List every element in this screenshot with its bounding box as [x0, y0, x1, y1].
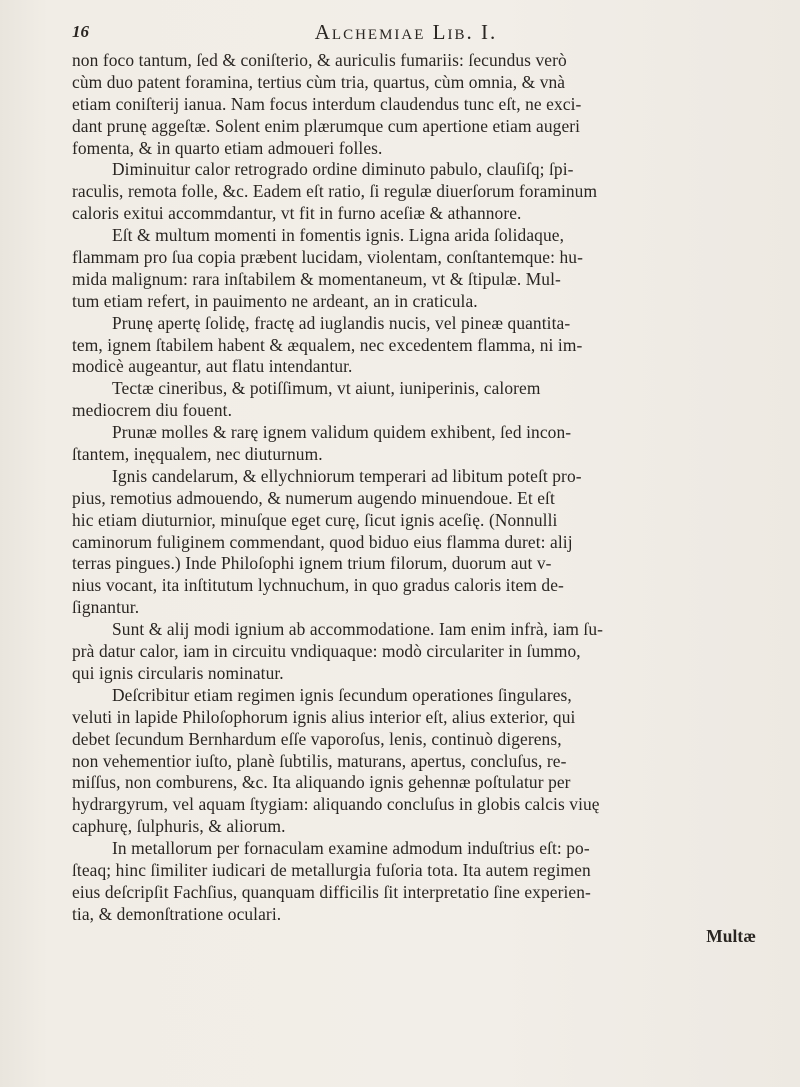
page-number: 16	[72, 22, 89, 41]
text-line: non foco tantum, ſed & coniſterio, & auriculis fumariis: ſecundus verò	[72, 50, 567, 70]
text-line: caloris exitui accommdantur, vt fit in furno aceſiæ & athannore.	[72, 203, 522, 224]
text-line: Sunt & alij modi ignium ab accommodatione. Iam enim infrà, iam ſu-	[112, 619, 604, 640]
text-line: tum etiam refert, in pauimento ne ardeant, an in craticula.	[72, 290, 478, 311]
text-line: Eſt & multum momenti in fomentis ignis. Ligna arida ſolidaque,	[112, 225, 565, 246]
text-line: pius, remotius admouendo, & numerum augendo minuendoue. Et eſt	[72, 487, 555, 508]
text-line: flammam pro ſua copia præbent lucidam, violentam, conſtantemque: hu-	[72, 247, 583, 268]
text-line: Diminuitur calor retrogrado ordine diminuto pabulo, clauſiſq; ſpi-	[112, 159, 574, 180]
text-line: raculis, remota folle, &c. Eadem eſt ratio, ſi regulæ diuerſorum foraminum	[72, 181, 598, 202]
text-line: ſtantem, inęqualem, nec diuturnum.	[72, 444, 323, 465]
page-header	[72, 20, 740, 50]
text-line: Deſcribitur etiam regimen ignis ſecundum operationes ſingulares,	[112, 684, 572, 705]
text-line: veluti in lapide Philoſophorum ignis alius interior eſt, alius exterior, qui	[72, 706, 576, 727]
text-line: dant prunę aggeſtæ. Solent enim plærumque cum apertione etiam augeri	[72, 115, 581, 136]
text-line: Prunę apertę ſolidę, fractę ad iuglandis nucis, vel pineæ quantita-	[112, 312, 571, 333]
text-line: ſignantur.	[72, 597, 140, 618]
text-line: Ignis candelarum, & ellychniorum temperari ad libitum poteſt pro-	[112, 465, 582, 486]
text-line: modicè augeantur, aut flatu intendantur.	[72, 356, 353, 377]
text-line: caphurę, ſulphuris, & aliorum.	[72, 816, 286, 837]
text-line: tem, ignem ſtabilem habent & æqualem, nec excedentem flamma, ni im-	[72, 334, 583, 355]
text-line: ſteaq; hinc ſimiliter iudicari de metallurgia fuſoria tota. Ita autem regimen	[72, 859, 591, 880]
running-title: Alchemiae Lib. I.	[314, 20, 498, 44]
text-line: fomenta, & in quarto etiam admoueri folles.	[72, 137, 383, 158]
text-line: etiam coniſterij ianua. Nam focus interdum claudendus tunc eſt, ne exci-	[72, 93, 582, 114]
text-line: qui ignis circularis nominatur.	[72, 662, 284, 683]
body-text	[72, 50, 762, 948]
text-line: Tectæ cineribus, & potiſſimum, vt aiunt, iuniperinis, calorem	[112, 378, 541, 399]
text-line: nius vocant, ita inſtitutum lychnuchum, in quo gradus caloris item de-	[72, 575, 564, 596]
text-line: hic etiam diuturnior, minuſque eget curę, ſicut ignis aceſię. (Nonnulli	[72, 509, 558, 530]
text-line: miſſus, non comburens, &c. Ita aliquando ignis gehennæ poſtulatur per	[72, 772, 571, 793]
text-line: prà datur calor, iam in circuitu vndiquaque: modò circulariter in ſummo,	[72, 641, 581, 662]
catchword: Multæ	[706, 925, 756, 946]
text-line: eius deſcripſit Fachſius, quanquam difficilis ſit interpretatio ſine experien-	[72, 881, 591, 902]
text-line: Prunæ molles & rarę ignem validum quidem exhibent, ſed incon-	[112, 422, 572, 443]
text-line: mida malignum: rara inſtabilem & momentaneum, vt & ſtipulæ. Mul-	[72, 268, 561, 289]
text-line: tia, & demonſtratione oculari.	[72, 903, 282, 924]
text-line: mediocrem diu fouent.	[72, 400, 233, 421]
text-line: cùm duo patent foramina, tertius cùm tria, quartus, cùm omnia, & vnà	[72, 71, 566, 92]
text-line: non vehementior iuſto, planè ſubtilis, maturans, apertus, concluſus, re-	[72, 750, 567, 771]
text-line: hydrargyrum, vel aquam ſtygiam: aliquando concluſus in globis calcis viuę	[72, 794, 600, 815]
text-line: terras pingues.) Inde Philoſophi ignem trium filorum, duorum aut v-	[72, 553, 552, 574]
text-line: caminorum fuliginem commendant, quod biduo eius flamma duret: alij	[72, 531, 573, 552]
text-line: In metallorum per fornaculam examine admodum induſtrius eſt: po-	[112, 838, 590, 859]
text-line: debet ſecundum Bernhardum eſſe vaporoſus, lenis, continuò digerens,	[72, 728, 562, 749]
